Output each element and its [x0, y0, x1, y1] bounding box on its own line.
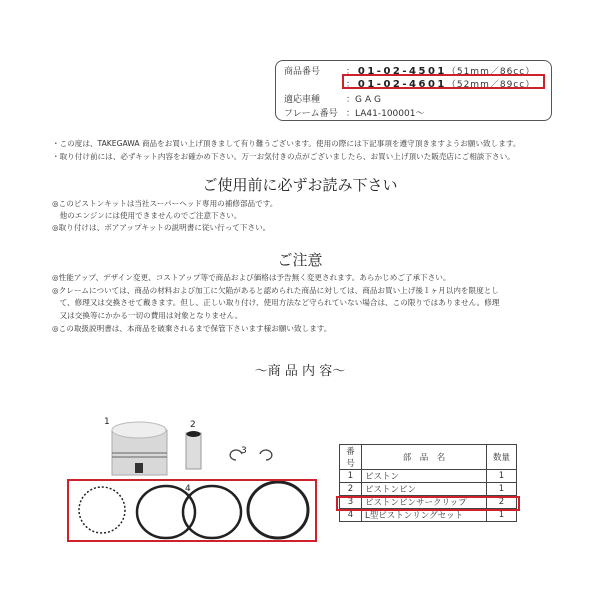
frame-row [284, 106, 424, 119]
piston-pin-image [186, 431, 201, 469]
cell: 1 [487, 509, 517, 522]
sep: ： [346, 95, 356, 105]
read-first-line: ◎取り付けは、ボアアップキットの説明書に従い行って下さい。 [52, 223, 271, 232]
product-info-box [275, 60, 552, 121]
sep: ： [346, 109, 356, 119]
read-first-line: ◎このピストンキットは当社スーパーヘッド専用の補修部品です。 [52, 199, 278, 208]
product-spec: （52mm／89cc） [446, 80, 536, 90]
table-row [340, 470, 517, 483]
caution-line: ◎この取扱説明書は、本商品を破棄されるまで保管下さいます様お願い致します。 [52, 324, 332, 333]
vehicle: GAG [355, 95, 384, 105]
cell: 3 [340, 496, 362, 509]
rings-highlight-box [67, 479, 317, 542]
product-code: 01-02-4601 [357, 79, 447, 90]
intro-line: ・取り付け前には、必ずキット内容をお確かめ下さい。万一お気付きの点がございましたら、お買い上げ頂いた販売店にご相談下さい。 [52, 152, 515, 161]
sep: ： [346, 80, 356, 90]
header-cell: 番号 [340, 445, 362, 470]
cell: ピストンピン [362, 483, 487, 496]
cell: 1 [487, 470, 517, 483]
product-code: 01-02-4501 [357, 66, 447, 77]
part-label: 4 [185, 484, 191, 494]
cell: ピストン [362, 470, 487, 483]
part-label: 2 [190, 420, 196, 430]
table-row [340, 483, 517, 496]
section-title: ご使用前に必ずお読み下さい [202, 176, 398, 194]
caution-line: ◎クレームについては、商品の材料および加工に欠陥があると認められた商品に対しては、商品お買い上げ後１ヶ月以内を限度とし [52, 286, 499, 295]
part-label: 1 [104, 417, 110, 427]
table-header [340, 445, 517, 470]
caution-line: 又は交換等にかかる一切の費用は対象となりません。 [52, 311, 243, 320]
section-title: ご注意 [277, 251, 323, 269]
cell: 4 [340, 509, 362, 522]
part-label: 3 [241, 446, 247, 456]
header-cell: 数量 [487, 445, 517, 470]
read-first-line: 他のエンジンには使用できませんのでご注意下さい。 [52, 211, 242, 220]
contents-title: ～商 品 内 容～ [254, 364, 346, 379]
cell: 2 [487, 496, 517, 509]
cell: L型ピストンリングセット [362, 509, 487, 522]
label: フレーム番号 [284, 109, 338, 119]
cell: 1 [340, 470, 362, 483]
row-highlight-box [336, 496, 520, 511]
cell: ピストンピンサークリップ [362, 496, 487, 509]
piston-image [112, 422, 167, 475]
intro-line: ・この度は、TAKEGAWA 商品をお買い上げ頂きまして有り難うございます。使用の際には下記事項を遵守頂きますようお願い致します。 [52, 139, 521, 148]
label: 適応車種 [284, 95, 321, 105]
caution-line: ◎性能アップ、デザイン変更、コストアップ等で商品および価格は予告無く変更されます。あらかじめご了承下さい。 [52, 273, 451, 282]
header-cell: 部 品 名 [362, 445, 487, 470]
vehicle-row [284, 92, 384, 105]
cell: 1 [487, 483, 517, 496]
label: 商品番号 [284, 67, 321, 77]
circlip-image [230, 450, 272, 460]
cell: 2 [340, 483, 362, 496]
caution-line: て、修理又は交換させて戴きます。但し、正しい取り付け、使用方法など守られていない場合は、この限りではありません。修理 [52, 298, 500, 307]
highlight-box [342, 74, 545, 89]
frame-number: LA41-100001～ [355, 109, 425, 119]
product-spec: （51mm／86cc） [446, 67, 536, 77]
sep: ： [346, 67, 356, 77]
